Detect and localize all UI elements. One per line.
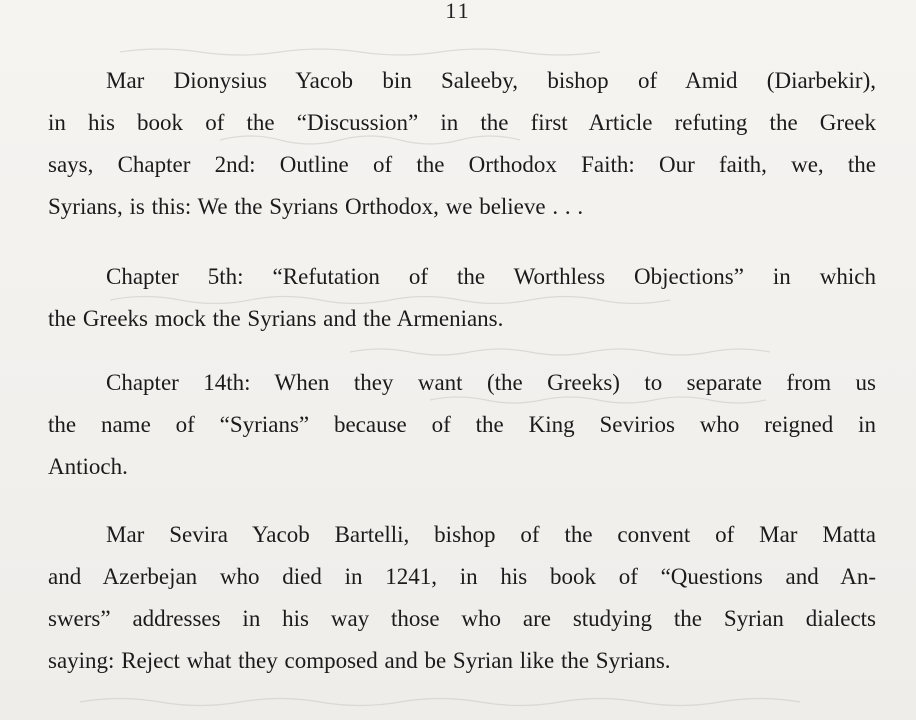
paragraph-2-line-2: the Greeks mock the Syrians and the Armenians. bbox=[48, 306, 504, 331]
paragraph-3-line-1: Chapter 14th: When they want (the Greeks) to separate from us bbox=[106, 370, 876, 395]
paragraph-3-line-3: Antioch. bbox=[48, 454, 128, 479]
paragraph-4 bbox=[48, 514, 876, 682]
paragraph-4-line-2: and Azerbejan who died in 1241, in his book of “Questions and An- bbox=[48, 564, 876, 589]
paragraph-4-line-1: Mar Sevira Yacob Bartelli, bishop of the convent of Mar Matta bbox=[106, 522, 876, 547]
paragraph-2 bbox=[48, 256, 876, 340]
paragraph-1-line-2: in his book of the “Discussion” in the first Article refuting the Greek bbox=[48, 110, 876, 135]
paragraph-1-line-4: Syrians, is this: We the Syrians Orthodox, we believe . . . bbox=[48, 194, 584, 219]
paragraph-4-line-3: swers” addresses in his way those who are studying the Syrian dialects bbox=[48, 606, 876, 631]
paragraph-2-line-1: Chapter 5th: “Refutation of the Worthless Objections” in which bbox=[106, 264, 876, 289]
paragraph-3 bbox=[48, 362, 876, 488]
paragraph-4-line-4: saying: Reject what they composed and be Syrian like the Syrians. bbox=[48, 648, 671, 673]
page-number: 11 bbox=[445, 0, 471, 23]
paragraph-3-line-2: the name of “Syrians” because of the King Sevirios who reigned in bbox=[48, 412, 876, 437]
paragraph-1-line-1: Mar Dionysius Yacob bin Saleeby, bishop of Amid (Diarbekir), bbox=[106, 68, 876, 93]
paragraph-1-line-3: says, Chapter 2nd: Outline of the Orthodox Faith: Our faith, we, the bbox=[48, 152, 876, 177]
paragraph-1 bbox=[48, 60, 876, 228]
